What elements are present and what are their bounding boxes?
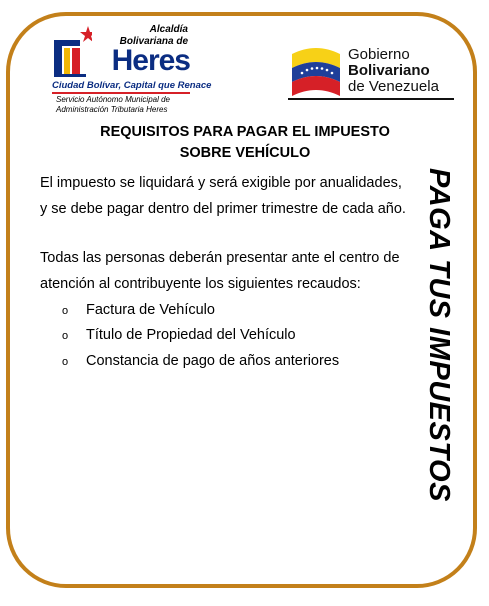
logo-underline [288,98,454,100]
bullet-icon: o [62,356,69,368]
list-item [62,302,215,318]
gobierno-bolivariano-logo [288,40,458,102]
requirement-text: Constancia de pago de años anteriores [86,353,340,369]
logo-venezuela-text: de Venezuela [348,78,439,95]
paragraph1-line2: y se debe pagar dentro del primer trimestre de cada año. [40,201,406,217]
requirement-text: Factura de Vehículo [86,302,215,318]
paragraph2-line1: Todas las personas deberán presentar ante el centro de [40,250,400,266]
heres-building-icon [52,26,92,78]
paragraph2-line2: atención al contribuyente los siguientes recaudos: [40,276,361,292]
logo-alcaldia-text: Alcaldía [149,24,188,35]
requirement-text: Título de Propiedad del Vehículo [86,327,296,343]
logo-gobierno-text: Gobierno [348,46,410,63]
logo-bolivariano-text: Bolivariano [348,62,430,79]
heading-line2: SOBRE VEHÍCULO [179,145,311,161]
bullet-icon: o [62,305,69,317]
logo-bolivariana-text: Bolivariana de [119,36,188,47]
venezuela-flag-icon [290,46,342,96]
logo-service-line1: Servicio Autónomo Municipal de [56,95,170,104]
logo-heres-name: Heres [111,44,190,77]
bullet-icon: o [62,330,69,342]
logo-slogan: Ciudad Bolívar, Capital que Renace [52,80,212,91]
side-banner [416,168,460,504]
list-item [62,353,339,369]
side-banner-text: PAGA TUS IMPUESTOS [423,168,455,502]
paragraph1-line1: El impuesto se liquidará y será exigible por anualidades, [40,175,402,191]
alcaldia-heres-logo [52,24,212,116]
logo-divider [52,92,190,94]
heading-line1: REQUISITOS PARA PAGAR EL IMPUESTO [100,124,390,140]
logo-service-line2: Administración Tributaria Heres [56,105,168,114]
list-item [62,327,296,343]
